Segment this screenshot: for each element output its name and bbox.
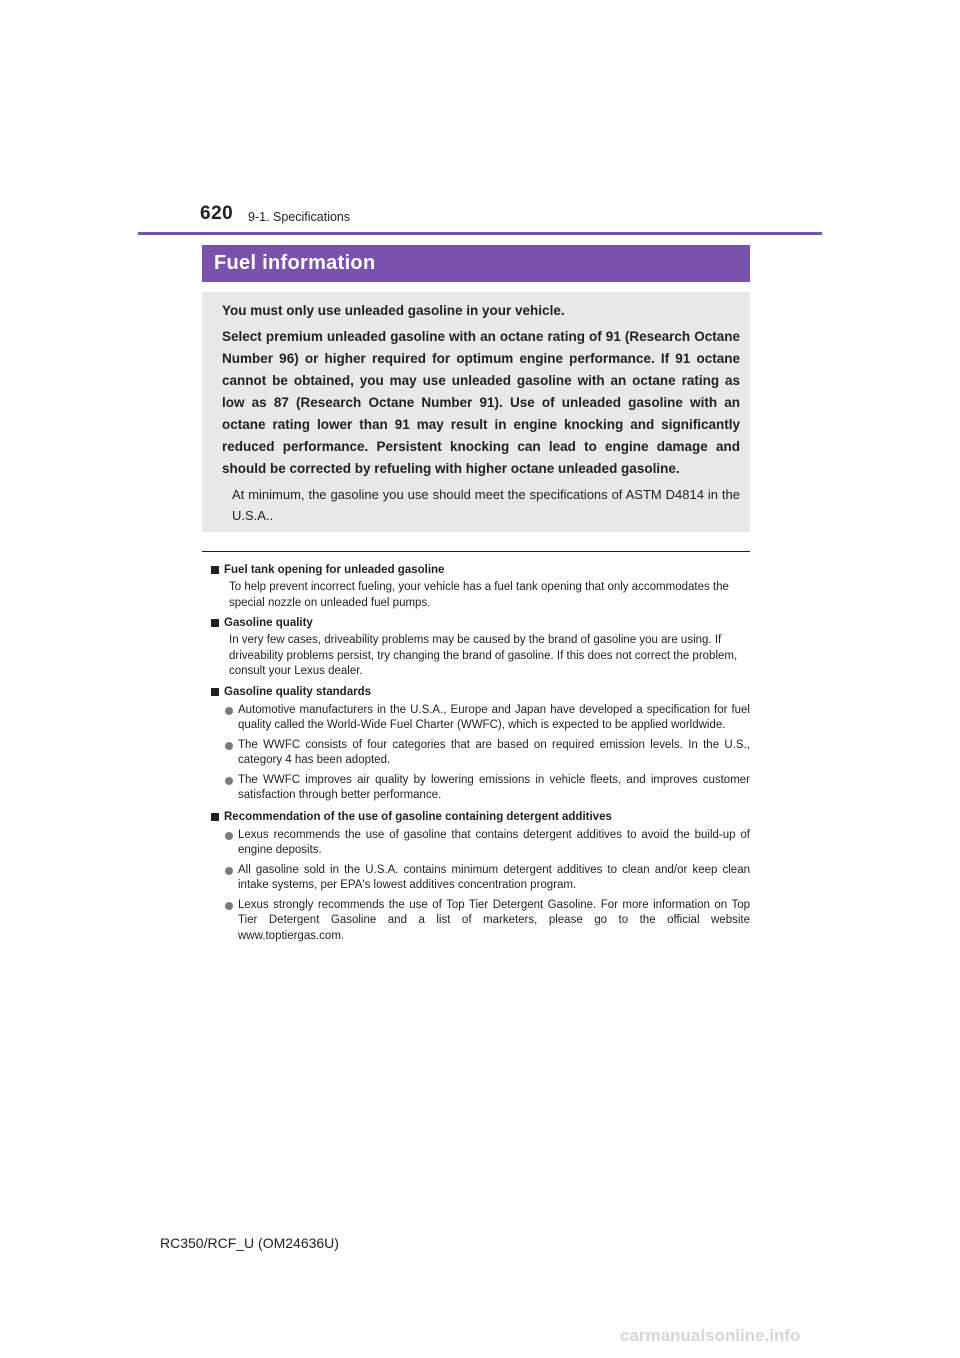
section-detergent-additives xyxy=(211,808,750,945)
page-title: Fuel information xyxy=(214,252,376,274)
intro-line1: You must only use unleaded gasoline in your vehicle. xyxy=(222,303,565,318)
page-number: 620 xyxy=(200,203,234,224)
circle-bullet-icon xyxy=(225,777,233,785)
watermark: carmanualsonline.info xyxy=(620,1326,801,1345)
square-bullet-icon xyxy=(211,566,219,574)
divider xyxy=(202,551,750,552)
section-fuel-tank-opening xyxy=(211,561,750,611)
list-item-text: Lexus strongly recommends the use of Top Tier Detergent Gasoline. For more information on Top Tier Detergent Gasoline and a list of marketers, please go to the official website www.toptiergas.com. xyxy=(238,898,750,942)
list-item-text: Automotive manufacturers in the U.S.A., Europe and Japan have developed a specification for fuel quality called the World-Wide Fuel Charter (WWFC), which is expected to be applied worldwide. xyxy=(238,703,750,731)
section-gasoline-quality xyxy=(211,614,750,680)
title-band xyxy=(202,245,750,282)
manual-code: RC350/RCF_U (OM24636U) xyxy=(160,1235,339,1251)
section-heading xyxy=(211,808,750,826)
section-label: 9-1. Specifications xyxy=(248,210,351,224)
section-gasoline-quality-standards xyxy=(211,683,750,804)
list-item xyxy=(225,738,750,769)
circle-bullet-icon xyxy=(225,902,233,910)
square-bullet-icon xyxy=(211,619,219,627)
circle-bullet-icon xyxy=(225,742,233,750)
list-item-text: The WWFC improves air quality by lowering emissions in vehicle fleets, and improves customer satisfaction through better performance. xyxy=(238,773,750,801)
section-heading-text: Fuel tank opening for unleaded gasoline xyxy=(224,564,445,576)
section-heading xyxy=(211,683,750,701)
list-item xyxy=(225,703,750,734)
circle-bullet-icon xyxy=(225,867,233,875)
section-heading-text: Recommendation of the use of gasoline containing detergent additives xyxy=(224,810,612,823)
intro-note: At minimum, the gasoline you use should meet the specifications of ASTM D4814 in the U.S.A.. xyxy=(232,487,740,523)
square-bullet-icon xyxy=(211,813,219,821)
list-item xyxy=(225,828,750,859)
section-heading-text: Gasoline quality xyxy=(224,617,313,629)
list-item-text: All gasoline sold in the U.S.A. contains minimum detergent additives to clean and/or keep clean intake systems, per EPA's lowest additives concentration program. xyxy=(238,863,750,891)
section-heading xyxy=(211,561,750,579)
content xyxy=(211,561,750,948)
circle-bullet-icon xyxy=(225,832,233,840)
circle-bullet-icon xyxy=(225,707,233,715)
list-item xyxy=(225,898,750,945)
intro-paragraph: Select premium unleaded gasoline with an octane rating of 91 (Research Octane Number 96) or higher required for optimum engine performance. If 91 octane cannot be obtained, you may use unleaded gasoline with an octane rating as low as 87 (Research Octane Number 91). Use of unleaded gasoline with an octane rating lower than 91 may result in engine knocking and significantly reduced performance. Persistent knocking can lead to engine damage and should be corrected by refueling with higher octane unleaded gasoline. xyxy=(222,329,740,476)
intro-box xyxy=(202,292,750,532)
list-item-text: The WWFC consists of four categories that are based on required emission levels. In the U.S., category 4 has been adopted. xyxy=(238,738,750,766)
section-body: To help prevent incorrect fueling, your vehicle has a fuel tank opening that only accommodates the special nozzle on unleaded fuel pumps. xyxy=(229,581,729,609)
list-item-text: Lexus recommends the use of gasoline that contains detergent additives to avoid the build-up of engine deposits. xyxy=(238,828,750,856)
square-bullet-icon xyxy=(211,688,219,696)
section-body: In very few cases, driveability problems may be caused by the brand of gasoline you are using. If driveability problems persist, try changing the brand of gasoline. If this does not correct the problem, consult your Lexus dealer. xyxy=(229,634,738,677)
header-rule xyxy=(138,232,822,235)
list-item xyxy=(225,773,750,804)
section-heading-text: Gasoline quality standards xyxy=(224,685,371,698)
list-item xyxy=(225,863,750,894)
section-heading xyxy=(211,614,750,632)
